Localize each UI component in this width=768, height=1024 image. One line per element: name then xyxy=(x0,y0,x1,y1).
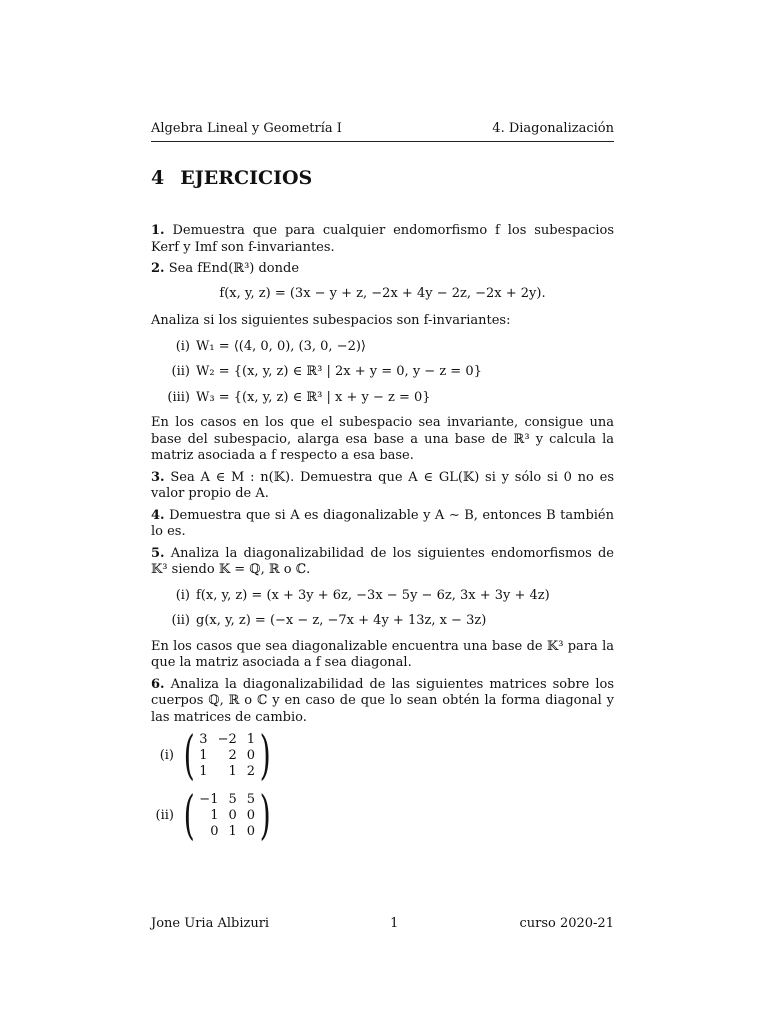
item-label: (i) xyxy=(159,747,174,763)
matrix-cell: 2 xyxy=(228,748,237,763)
matrix-item xyxy=(151,786,614,846)
matrix xyxy=(199,792,255,840)
matrix-cell: 5 xyxy=(228,792,237,807)
exercise-text: Analiza la diagonalizabilidad de las siguientes matrices sobre los cuerpos ℚ, ℝ o ℂ y en caso de que lo sean obtén la forma diagonal y las matrices de cambio. xyxy=(151,676,614,725)
matrix-cell: 0 xyxy=(246,748,256,763)
matrix-cell: 0 xyxy=(246,824,256,839)
left-paren: ( xyxy=(183,786,195,846)
item-text: W₂ = {(x, y, z) ∈ ℝ³ | 2x + y = 0, y − z = 0} xyxy=(196,364,482,379)
exercise-2 xyxy=(151,261,614,278)
page-footer xyxy=(151,916,614,931)
matrix-cell: 1 xyxy=(246,732,256,747)
right-paren: ) xyxy=(259,786,271,846)
exercise-number: 6. xyxy=(151,676,165,692)
item-text: W₁ = ⟨(4, 0, 0), (3, 0, −2)⟩ xyxy=(196,338,367,354)
item-label: (i) xyxy=(175,587,190,603)
matrix-cell: 1 xyxy=(199,764,208,779)
section-number: 4 xyxy=(151,167,165,189)
exercise-list xyxy=(151,223,614,850)
matrix-cell: 1 xyxy=(228,764,237,779)
matrix-cell: 3 xyxy=(199,732,208,747)
matrix-cell: −1 xyxy=(199,792,219,807)
exercise-3 xyxy=(151,470,614,503)
exercise-4 xyxy=(151,508,614,541)
matrix-cell: −2 xyxy=(217,732,237,747)
exercise-text: En los casos en los que el subespacio sea invariante, consigue una base del subespacio, alarga esa base a una base de ℝ³ y calcula la matriz asociada a f respecto a esa base. xyxy=(151,415,614,463)
exercise-6 xyxy=(151,677,614,727)
header-chapter-title: 4. Diagonalización xyxy=(492,121,614,136)
matrix-cell: 1 xyxy=(228,824,237,839)
matrix-cell: 1 xyxy=(199,748,208,763)
exercise-text: Sea fEnd(ℝ³) donde xyxy=(168,261,300,276)
item-text: W₃ = {(x, y, z) ∈ ℝ³ | x + y − z = 0} xyxy=(196,389,431,405)
list-item xyxy=(151,390,614,407)
item-label: (iii) xyxy=(167,389,190,405)
page-header xyxy=(151,121,614,136)
header-rule xyxy=(151,141,614,142)
matrix xyxy=(199,732,255,780)
item-label: (ii) xyxy=(171,364,190,379)
right-paren: ) xyxy=(259,726,271,786)
exercise-number: 1. xyxy=(151,223,165,238)
exercise-text: En los casos que sea diagonalizable encuentra una base de 𝕂³ para la que la matriz asociada a f sea diagonal. xyxy=(151,638,614,670)
item-text: f(x, y, z) = (x + 3y + 6z, −3x − 5y − 6z, 3x + 3y + 4z) xyxy=(196,587,550,603)
exercise-text: Analiza la diagonalizabilidad de los siguientes endomorfismos de 𝕂³ siendo 𝕂 = ℚ, ℝ o ℂ. xyxy=(151,545,614,577)
exercise-text: Demuestra que si A es diagonalizable y A ∼ B, entonces B también lo es. xyxy=(151,507,614,539)
exercise-number: 5. xyxy=(151,545,165,561)
exercise-number: 2. xyxy=(151,261,165,276)
item-label: (i) xyxy=(175,338,190,354)
matrix-cell: 0 xyxy=(228,808,237,823)
item-text: g(x, y, z) = (−x − z, −7x + 4y + 13z, x − 3z) xyxy=(196,613,487,628)
matrix-cell: 0 xyxy=(210,824,219,839)
list-item xyxy=(151,339,614,356)
matrix-cell: 2 xyxy=(246,764,256,779)
list-item xyxy=(151,364,614,381)
exercise-1 xyxy=(151,223,614,256)
document-page xyxy=(151,0,614,1024)
exercise-number: 4. xyxy=(151,507,165,523)
display-formula: f(x, y, z) = (3x − y + z, −2x + 4y − 2z, −2x + 2y). xyxy=(219,285,546,301)
exercise-text: Demuestra que para cualquier endomorfismo f los subespacios Kerf y Imf son f-invariantes. xyxy=(151,223,615,255)
exercise-text: Analiza si los siguientes subespacios son f-invariantes: xyxy=(151,313,511,328)
page-number: 1 xyxy=(390,916,399,931)
item-label: (ii) xyxy=(171,613,190,628)
exercise-number: 3. xyxy=(151,469,165,485)
header-course-title: Algebra Lineal y Geometría I xyxy=(151,121,342,136)
exercise-text: Sea A ∈ M : n(𝕂). Demuestra que A ∈ GL(𝕂) si y sólo si 0 no es valor propio de A. xyxy=(151,469,615,501)
footer-course-year: curso 2020-21 xyxy=(519,916,614,931)
exercise-5 xyxy=(151,546,614,579)
list-item xyxy=(151,588,614,605)
matrix-cell: 5 xyxy=(246,792,256,807)
matrix-cell: 1 xyxy=(210,808,219,823)
list-item xyxy=(151,613,614,630)
matrix-item xyxy=(151,726,614,786)
item-label: (ii) xyxy=(155,807,174,823)
footer-author: Jone Uria Albizuri xyxy=(151,916,270,931)
left-paren: ( xyxy=(183,726,195,786)
section-heading xyxy=(151,167,312,189)
matrix-cell: 0 xyxy=(246,808,256,823)
section-title: EJERCICIOS xyxy=(180,167,313,189)
